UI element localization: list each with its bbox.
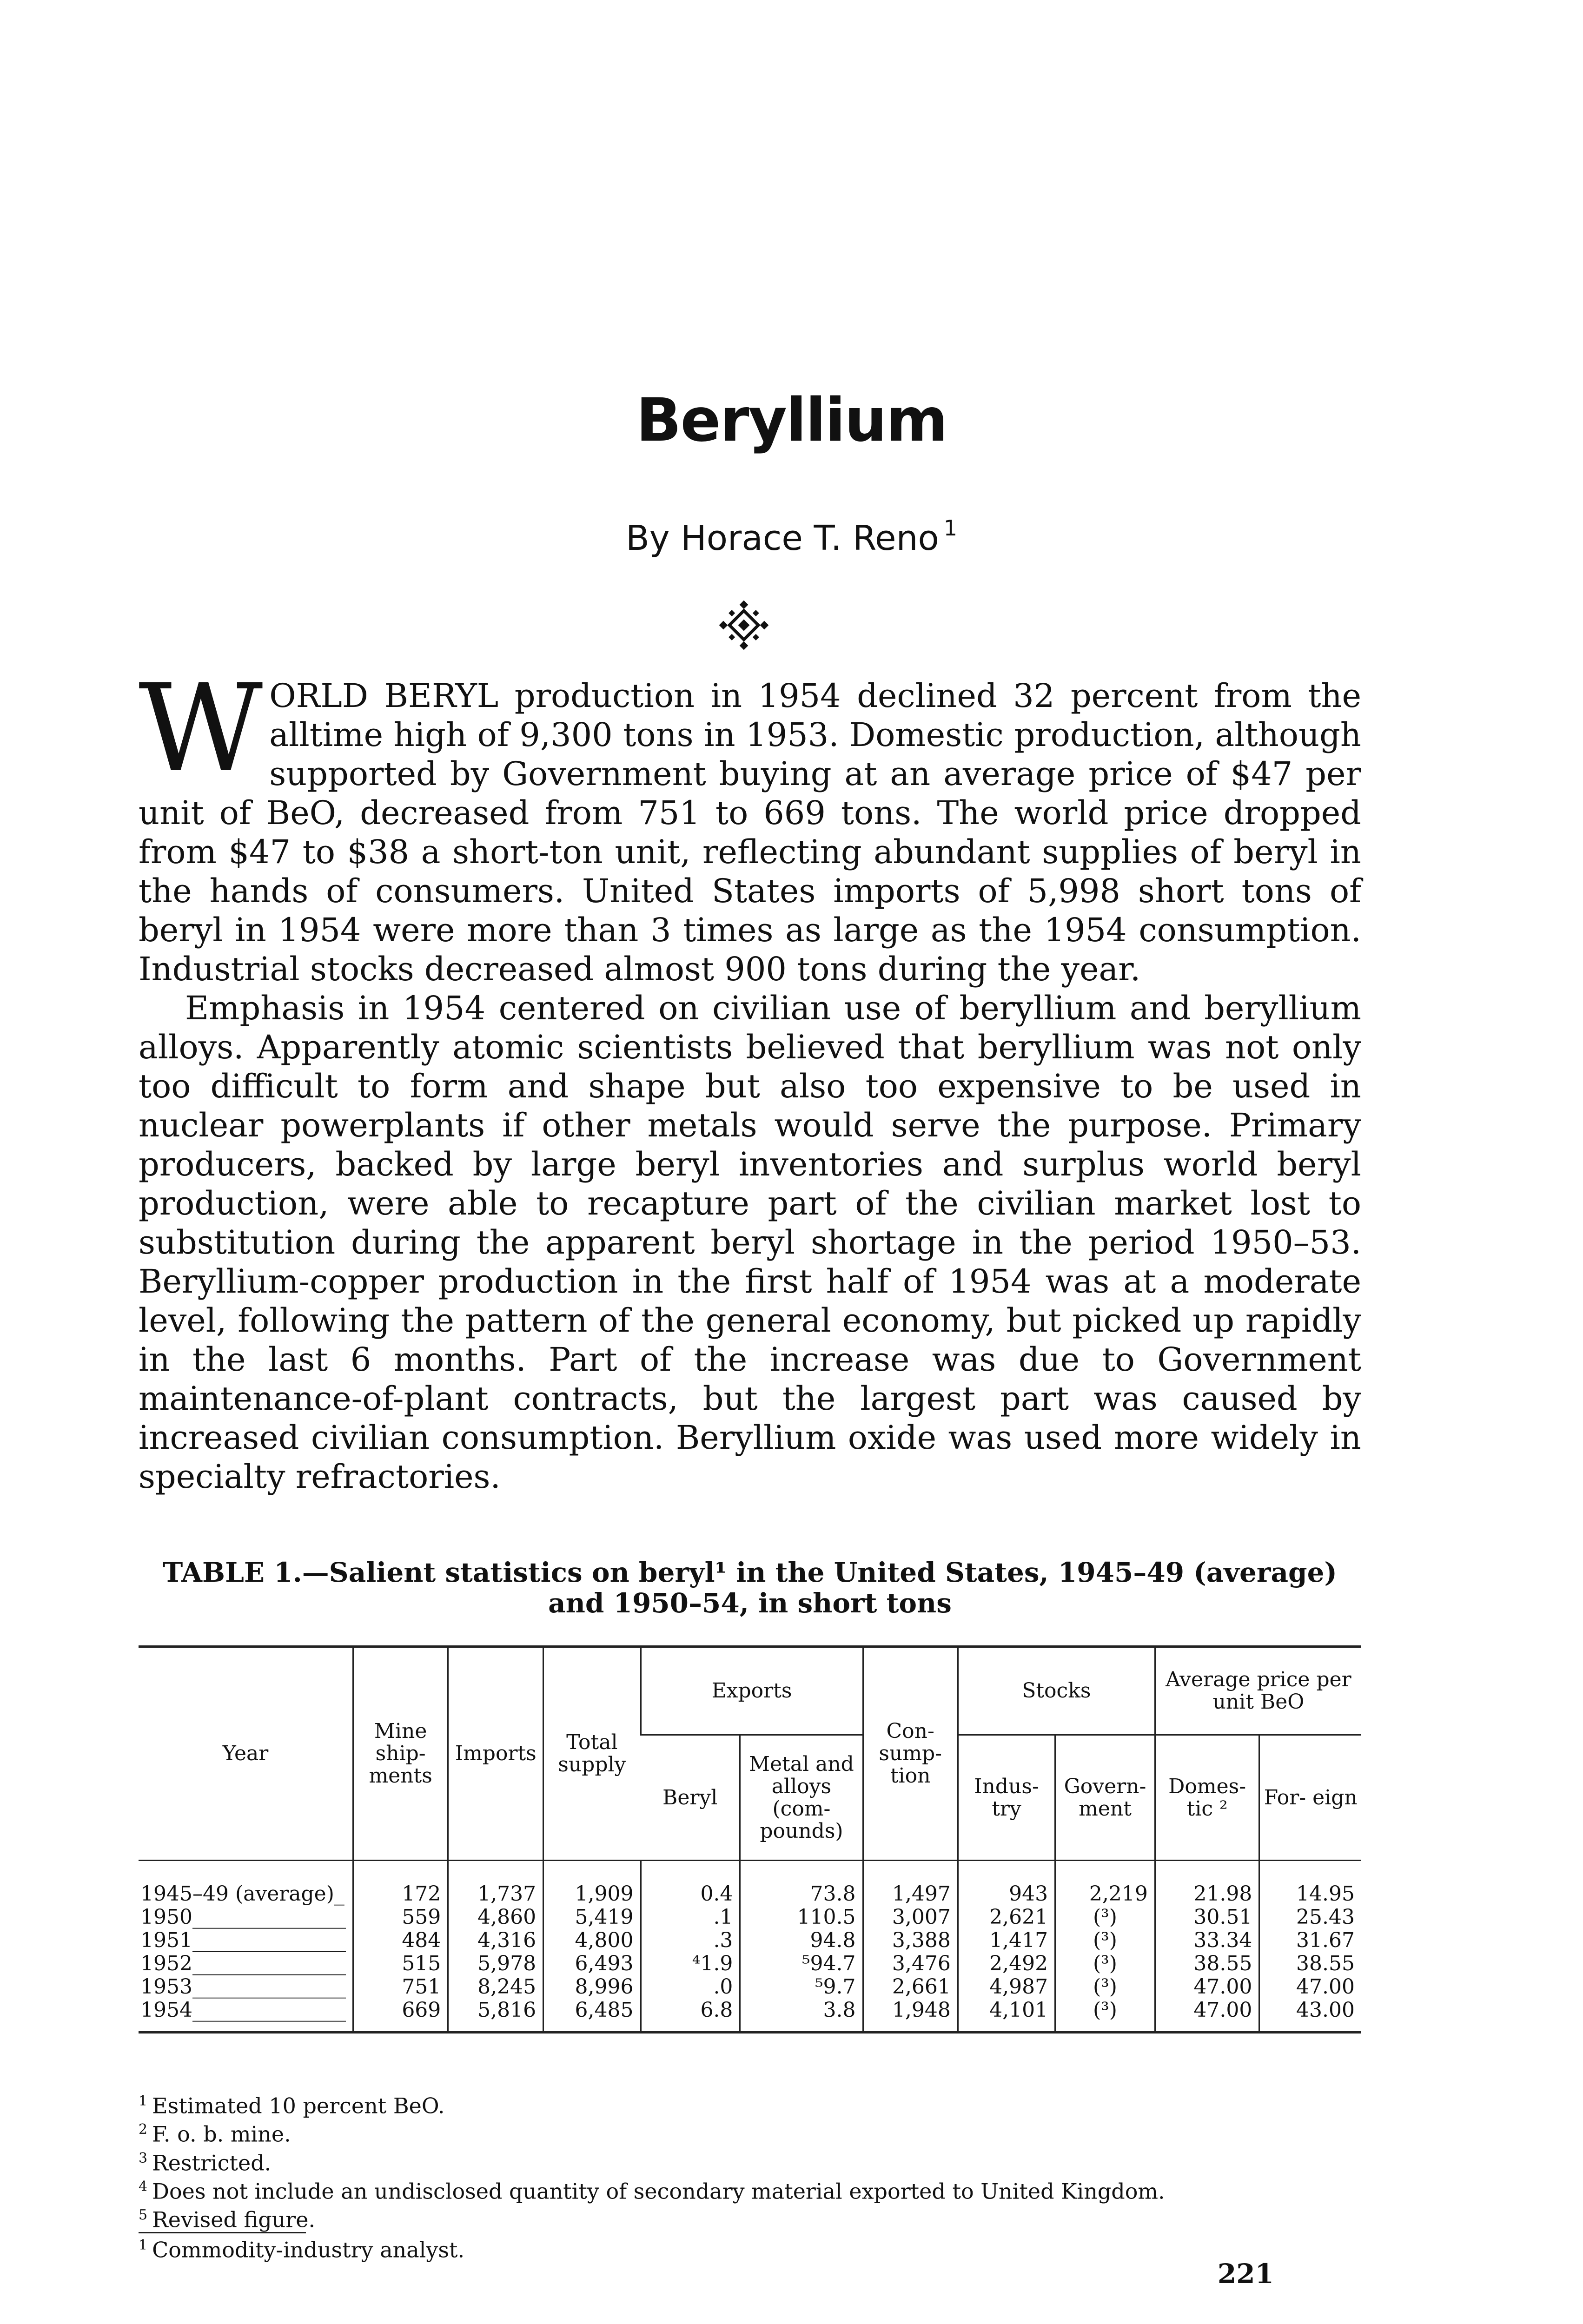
table-footnote: $^4$ Does not include an undisclosed quantity of secondary material exported to United Kingdom. <box>139 2178 1165 2204</box>
table-footnote: $^3$ Restricted. <box>139 2150 272 2175</box>
table-footnote: $^2$ F. o. b. mine. <box>139 2121 291 2147</box>
table-footnote: $^1$ Estimated 10 percent BeO. <box>139 2093 445 2119</box>
col-header-exports-beryl: Beryl <box>641 1735 740 1861</box>
table-footnote: $^5$ Revised figure. <box>139 2207 316 2232</box>
col-header-total-supply: Total supply <box>543 1647 641 1861</box>
byline-text: By Horace T. Reno <box>625 518 939 558</box>
col-header-stocks-government: Govern- ment <box>1055 1735 1155 1861</box>
table-1-title-line-1: TABLE 1.—Salient statistics on beryl¹ in the United States, 1945–49 (average) <box>163 1557 1337 1588</box>
col-header-average-price: Average price per unit BeO <box>1155 1647 1361 1735</box>
page-footnote: $^1$ Commodity-industry analyst. <box>139 2237 465 2262</box>
col-header-imports: Imports <box>448 1647 543 1861</box>
beryl-statistics-table <box>139 1645 1361 2034</box>
table-row: 1952_______________ 515 5,978 6,493 ⁴1.9 ⁵94.7 3,476 2,492 (³) 38.55 38.55 <box>139 1952 1361 1975</box>
drop-cap: W <box>139 659 263 799</box>
table-1-title <box>139 1557 1361 1618</box>
table-footnotes <box>139 2089 1361 2262</box>
table-row: 1954_______________ 669 5,816 6,485 6.8 3.8 1,948 4,101 (³) 47.00 43.00 <box>139 1999 1361 2033</box>
col-header-stocks-industry: Indus- try <box>958 1735 1055 1861</box>
col-header-year: Year <box>139 1647 353 1861</box>
col-header-price-domestic: Domes- tic ² <box>1155 1735 1259 1861</box>
table-row: 1945–49 (average)_ 172 1,737 1,909 0.4 73.8 1,497 943 2,219 21.98 14.95 <box>139 1861 1361 1906</box>
article-title: Beryllium <box>636 386 947 455</box>
paragraph-1 <box>139 659 1361 989</box>
author-byline <box>0 515 1583 558</box>
paragraph-1-text: ORLD BERYL production in 1954 declined 32 percent from the alltime high of 9,300 tons in 1953. Domestic production, although supported by Government buying at an average price of $47 per unit of BeO, decreased from 751 to 669 tons. The world price dropped from $47 to $38 a short-ton unit, reflecting abundant supplies of beryl in the hands of consumers. United States imports of 5,998 short tons of beryl in 1954 were more than 3 times as large as the 1954 consumption. Industrial stocks decreased almost 900 tons during the year. <box>139 677 1361 988</box>
col-header-price-foreign: For- eign <box>1259 1735 1361 1861</box>
table-row: 1950_______________ 559 4,860 5,419 .1 110.5 3,007 2,621 (³) 30.51 25.43 <box>139 1906 1361 1929</box>
ornament-icon <box>718 600 769 651</box>
table-1-title-line-2: and 1950–54, in short tons <box>548 1587 952 1619</box>
table-row: 1951_______________ 484 4,316 4,800 .3 94.8 3,388 1,417 (³) 33.34 31.67 <box>139 1929 1361 1952</box>
col-header-mine-shipments: Mine ship- ments <box>353 1647 448 1861</box>
col-header-stocks: Stocks <box>958 1647 1155 1735</box>
paragraph-2: Emphasis in 1954 centered on civilian use of beryllium and beryllium alloys. Apparently atomic scientists believed that beryllium was not only too difficult to form and shape but also too expensive to be used in nuclear powerplants if other metals would serve the purpose. Primary producers, backed by large beryl inventories and surplus world beryl production, were able to recapture part of the civilian market lost to substitution during the apparent beryl shortage in the period 1950–53. Beryllium-copper production in the first half of 1954 was at a moderate level, following the pattern of the general economy, but picked up rapidly in the last 6 months. Part of the increase was due to Government maintenance-of-plant contracts, but the largest part was caused by increased civilian consumption. Beryllium oxide was used more widely in specialty refractories. <box>139 989 1361 1496</box>
col-header-consumption: Con- sump- tion <box>863 1647 958 1861</box>
article-body <box>139 659 1361 1496</box>
page-number: 221 <box>1217 2258 1274 2290</box>
byline-footnote-mark: 1 <box>943 515 958 541</box>
col-header-exports: Exports <box>641 1647 863 1735</box>
table-row: 1953_______________ 751 8,245 8,996 .0 ⁵9.7 2,661 4,987 (³) 47.00 47.00 <box>139 1975 1361 1999</box>
col-header-exports-metal: Metal and alloys (com- pounds) <box>740 1735 863 1861</box>
